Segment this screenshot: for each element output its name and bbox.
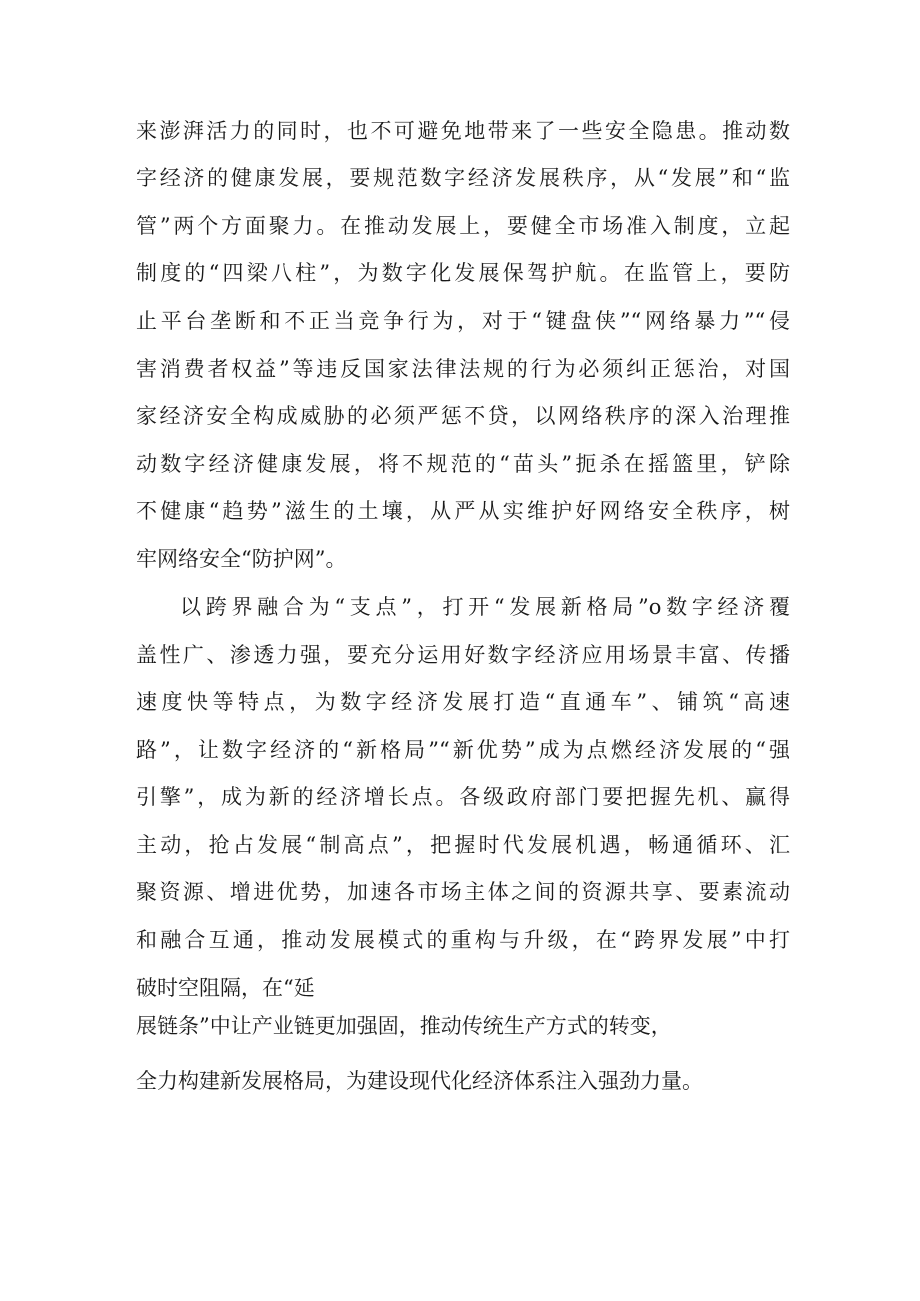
text-line: 展链条”中让产业链更加强固，推动传统生产方式的转变， xyxy=(136,1014,672,1038)
paragraph-first-line: 以跨界融合为“支点”，打开“发展新格局”o数字经济覆 xyxy=(180,595,790,619)
text-line: 速度快等特点，为数字经济发展打造“直通车”、铺筑“高速 xyxy=(136,690,790,714)
text-line: 破时空阻隔，在“延 xyxy=(136,976,315,1000)
text-line: 字经济的健康发展，要规范数字经济发展秩序，从“发展”和“监 xyxy=(136,166,790,190)
text-line: 动数字经济健康发展，将不规范的“苗头”扼杀在摇篮里，铲除 xyxy=(136,452,790,476)
text-line: 不健康“趋势”滋生的土壤，从严从实维护好网络安全秩序，树 xyxy=(136,499,790,523)
text-line: 盖性广、渗透力强，要充分运用好数字经济应用场景丰富、传播 xyxy=(136,643,790,667)
text-line: 牢网络安全“防护网”。 xyxy=(136,547,347,571)
text-line: 聚资源、增进优势，加速各市场主体之间的资源共享、要素流动 xyxy=(136,880,790,904)
text-line: 路”，让数字经济的“新格局”“新优势”成为点燃经济发展的“强 xyxy=(136,738,790,762)
text-line: 管”两个方面聚力。在推动发展上，要健全市场准入制度，立起 xyxy=(136,214,790,238)
text-line: 家经济安全构成威胁的必须严惩不贷，以网络秩序的深入治理推 xyxy=(136,404,790,428)
text-line: 全力构建新发展格局，为建设现代化经济体系注入强劲力量。 xyxy=(136,1069,703,1093)
text-line: 止平台垄断和不正当竞争行为，对于“键盘侠”“网络暴力”“侵 xyxy=(136,309,790,333)
text-line: 害消费者权益”等违反国家法律法规的行为必须纠正惩治，对国 xyxy=(136,357,790,381)
text-line: 和融合互通，推动发展模式的重构与升级，在“跨界发展”中打 xyxy=(136,928,790,952)
text-line: 来澎湃活力的同时，也不可避免地带来了一些安全隐患。推动数 xyxy=(136,119,790,143)
text-line: 制度的“四梁八柱”，为数字化发展保驾护航。在监管上，要防 xyxy=(136,261,790,285)
text-line: 引擎”，成为新的经济增长点。各级政府部门要把握先机、赢得 xyxy=(136,785,790,809)
text-line: 主动，抢占发展“制高点”，把握时代发展机遇，畅通循环、汇 xyxy=(136,833,790,857)
